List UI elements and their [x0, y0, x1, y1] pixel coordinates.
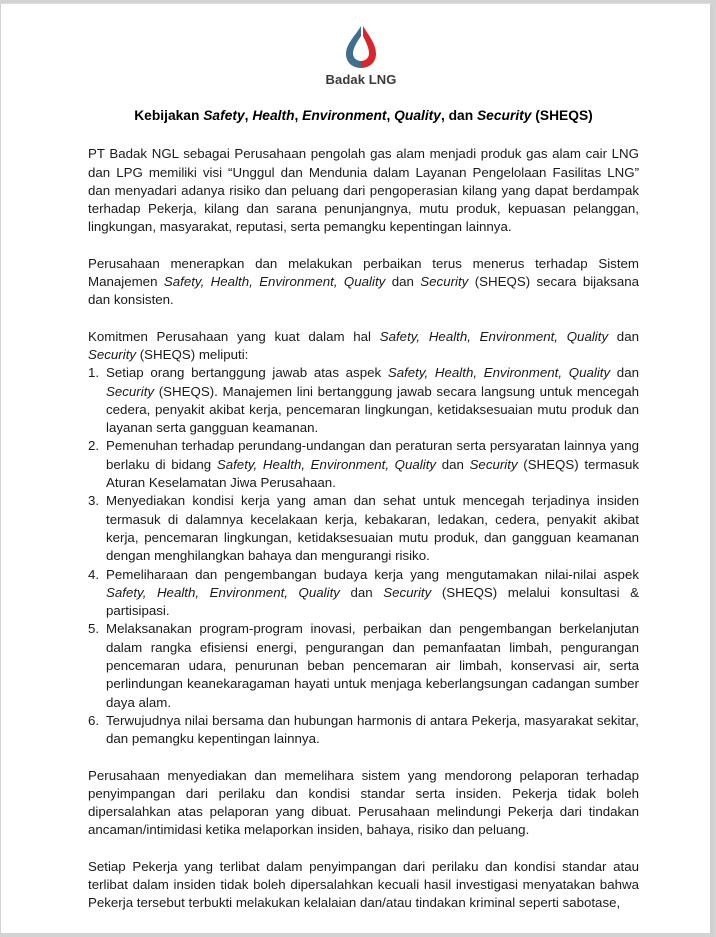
list-item: [88, 364, 639, 437]
title-sep: ,: [386, 108, 395, 123]
list-number: 2.: [88, 438, 100, 454]
text: (SHEQS) melalui konsultasi & partisipasi.: [106, 584, 640, 619]
document-page: [1, 3, 713, 933]
text: (SHEQS). Manajemen lini bertanggung jawab secara langsung untuk mencegah cedera, penyakit akibat kerja, pencemaran lingkungan, ketidaksesuaian mutu produk dan layanan serta gangguan keamanan.: [106, 383, 639, 436]
paragraph-vision: PT Badak NGL sebagai Perusahaan pengolah gas alam menjadi produk gas alam cair LNG dan LPG memiliki visi “Unggul dan Mendunia dalam Layanan Pengelolaan Fasilitas LNG” dan menyadari adanya risiko dan peluang dari pengoperasian kilang yang dapat berdampak terhadap Pekerja, kilang dan sarana penunjangnya, mutu produk, kepuasan pelanggan, lingkungan, masyarakat, reputasi, serta pemangku kepentingan lainnya.: [88, 146, 639, 235]
italic-text: Safety, Health, Environment, Quality: [216, 456, 437, 472]
italic-text: Safety, Health, Environment, Quality: [163, 274, 386, 290]
list-number: 3.: [88, 493, 100, 509]
text: Komitmen Perusahaan yang kuat dalam hal: [88, 328, 380, 344]
title-suffix: (SHEQS): [531, 108, 593, 123]
flame-drop-icon: [343, 24, 379, 70]
list-number: 4.: [88, 566, 100, 582]
list-number: 1.: [88, 365, 100, 381]
italic-text: Security: [88, 346, 137, 362]
italic-text: Safety, Health, Environment, Quality: [106, 584, 340, 600]
text: Pemeliharaan dan pengembangan budaya kerja yang mengutamakan nilai-nilai aspek: [106, 566, 639, 582]
list-item: [88, 712, 639, 749]
italic-text: Safety, Health, Environment, Quality: [379, 328, 609, 344]
title-prefix: Kebijakan: [134, 108, 204, 123]
text: dan: [610, 365, 639, 381]
italic-text: Security: [420, 274, 469, 290]
text: dan: [339, 584, 384, 600]
list-item: [88, 437, 639, 492]
title-security: Security: [476, 108, 532, 123]
logo-wordmark: Badak LNG: [325, 72, 397, 87]
list-item: [88, 492, 639, 565]
page-title: [88, 107, 639, 125]
title-quality: Quality: [394, 108, 441, 123]
list-item: [88, 566, 639, 621]
text: Melaksanakan program-program inovasi, perbaikan dan pengembangan berkelanjutan dalam rangka efisiensi energi, pengurangan dan pemanfaatan limbah, pengurangan pencemaran udara, penurunan beban pencemaran air limbah, konservasi air, serta perlindungan keanekaragaman hayati untuk menjaga keberlangsungan cadangan sumber daya alam.: [106, 621, 639, 710]
document-body: [88, 107, 639, 931]
text: dan: [436, 456, 470, 472]
title-safety: Safety: [203, 108, 245, 123]
list-item: [88, 620, 639, 711]
title-sep: ,: [294, 108, 303, 123]
italic-text: Security: [383, 584, 432, 600]
text: dan: [385, 274, 421, 290]
text: (SHEQS) meliputi:: [136, 346, 249, 362]
title-sep: ,: [244, 108, 253, 123]
italic-text: Security: [469, 456, 518, 472]
paragraph-improvement: [88, 255, 639, 310]
page-shadow-edge: [710, 4, 713, 937]
text: (SHEQS) termasuk Aturan Keselamatan Jiwa Perusahaan.: [106, 456, 639, 491]
title-sep: , dan: [440, 108, 477, 123]
text: Pemenuhan terhadap perundang-undangan dan peraturan serta persyaratan lainnya yang berlaku di bidang: [106, 438, 639, 472]
italic-text: Security: [106, 383, 155, 399]
title-environment: Environment: [302, 108, 387, 123]
list-number: 6.: [88, 712, 100, 728]
company-logo: [325, 24, 397, 94]
paragraph-no-blame: Setiap Pekerja yang terlibat dalam penyimpangan dari perilaku dan kondisi standar atau terlibat dalam insiden tidak boleh dipersalahkan kecuali hasil investigasi menyatakan bahwa Pekerja tersebut terbukti melakukan kelalaian dan/atau tindakan kriminal seperti sabotase,: [88, 858, 639, 911]
text: (SHEQS) secara bijaksana dan konsisten.: [88, 274, 639, 308]
title-health: Health: [252, 108, 295, 123]
text: dan: [608, 328, 639, 344]
text: Menyediakan kondisi kerja yang aman dan sehat untuk mencegah terjadinya insiden termasuk di dalamnya kecelakaan kerja, kebakaran, ledakan, cedera, penyakit akibat kerja, pencemaran lingkungan, ketidaksesuaian mutu produk, dan gangguan keamanan dengan menghilangkan bahaya dan mengurangi risiko.: [106, 493, 639, 564]
paragraph-commitment-intro: [88, 328, 639, 365]
text: Terwujudnya nilai bersama dan hubungan harmonis di antara Pekerja, masyarakat sekitar, dan pemangku kepentingan lainnya.: [106, 712, 639, 747]
text: Setiap orang bertanggung jawab atas aspek: [106, 365, 388, 381]
italic-text: Safety, Health, Environment, Quality: [387, 365, 611, 381]
list-number: 5.: [88, 621, 100, 637]
commitment-list: [88, 364, 639, 748]
text: Perusahaan menerapkan dan melakukan perbaikan terus menerus terhadap Sistem Manajemen: [88, 255, 639, 290]
paragraph-reporting: Perusahaan menyediakan dan memelihara sistem yang mendorong pelaporan terhadap penyimpangan dari perilaku dan kondisi standar serta insiden. Pekerja tidak boleh dipersalahkan atas pelaporan yang dibuat. Perusahaan melindungi Pekerja dari tindakan ancaman/intimidasi ketika melaporkan insiden, bahaya, risiko dan peluang.: [88, 767, 639, 838]
